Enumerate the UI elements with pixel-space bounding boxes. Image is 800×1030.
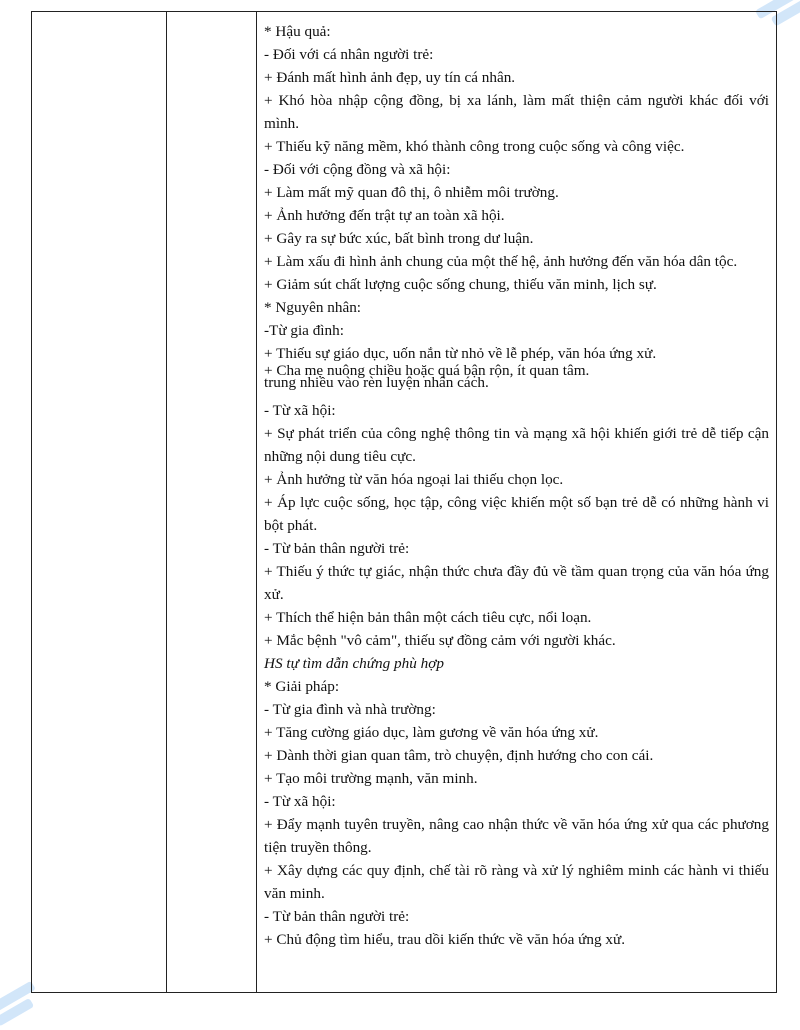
text-line: + Thiếu kỹ năng mềm, khó thành công trong cuộc sống và công việc. [264, 138, 685, 155]
text-line: + Thiếu sự giáo dục, uốn nắn từ nhỏ về lễ phép, văn hóa ứng xử. [264, 345, 657, 362]
text-line: + Chủ động tìm hiểu, trau dồi kiến thức về văn hóa ứng xử. [264, 931, 625, 948]
text-line: + Giảm sút chất lượng cuộc sống chung, thiếu văn minh, lịch sự. [264, 276, 657, 293]
section-heading: * Giải pháp: [264, 678, 340, 695]
table-cell-content [257, 12, 777, 993]
text-line: + Xây dựng các quy định, chế tài rõ ràng và xử lý nghiêm minh các hành vi thiếu văn minh. [264, 862, 769, 902]
text-line: + Cha mẹ nuông chiều hoặc quá bận rộn, ít quan tâm. [264, 362, 590, 379]
text-line: - Từ bản thân người trẻ: [264, 540, 410, 557]
text-line: + Tăng cường giáo dục, làm gương về văn hóa ứng xử. [264, 724, 599, 741]
text-line: + Gây ra sự bức xúc, bất bình trong dư luận. [264, 230, 534, 247]
section-heading: * Nguyên nhân: [264, 299, 362, 316]
text-line: + Ảnh hưởng đến trật tự an toàn xã hội. [264, 207, 505, 224]
text-line: + Tạo môi trường mạnh, văn minh. [264, 770, 478, 787]
text-line: + Đánh mất hình ảnh đẹp, uy tín cá nhân. [264, 69, 516, 86]
text-line: + Thiếu ý thức tự giác, nhận thức chưa đầy đủ về tầm quan trọng của văn hóa ứng xử. [264, 563, 769, 603]
text-line: + Ảnh hưởng từ văn hóa ngoại lai thiếu chọn lọc. [264, 471, 564, 488]
evidence-note: HS tự tìm dẫn chứng phù hợp [264, 655, 444, 672]
text-line: + Làm xấu đi hình ảnh chung của một thế hệ, ảnh hưởng đến văn hóa dân tộc. [264, 253, 738, 270]
text-line: + Sự phát triển của công nghệ thông tin và mạng xã hội khiến giới trẻ dễ tiếp cận những nội dung tiêu cực. [264, 425, 769, 465]
text-line: + Áp lực cuộc sống, học tập, công việc khiến một số bạn trẻ dễ có những hành vi bột phát. [264, 494, 769, 534]
text-line: - Từ xã hội: [264, 793, 336, 810]
text-line: + Khó hòa nhập cộng đồng, bị xa lánh, làm mất thiện cảm người khác đối với mình. [264, 92, 769, 132]
text-line: -Từ gia đình: [264, 322, 344, 339]
table-cell-part [32, 12, 167, 993]
text-line: - Đối với cộng đồng và xã hội: [264, 161, 451, 178]
text-line: - Từ xã hội: [264, 402, 336, 419]
text-line: - Từ gia đình và nhà trường: [264, 701, 436, 718]
table-row [32, 12, 777, 993]
text-line: + Dành thời gian quan tâm, trò chuyện, định hướng cho con cái. [264, 747, 654, 764]
text-line: trung nhiều vào rèn luyện nhân cách. [264, 374, 489, 391]
text-line: - Từ bản thân người trẻ: [264, 908, 410, 925]
text-line: * Hậu quả: [264, 23, 331, 40]
text-line: + Làm mất mỹ quan đô thị, ô nhiễm môi trường. [264, 184, 559, 201]
table-cell-question [167, 12, 257, 993]
answer-table [31, 11, 777, 993]
text-line: + Mắc bệnh "vô cảm", thiếu sự đồng cảm với người khác. [264, 632, 616, 649]
text-line: + Đẩy mạnh tuyên truyền, nâng cao nhận thức về văn hóa ứng xử qua các phương tiện truyền thông. [264, 816, 769, 856]
text-line: - Đối với cá nhân người trẻ: [264, 46, 434, 63]
text-line: + Thích thể hiện bản thân một cách tiêu cực, nổi loạn. [264, 609, 592, 626]
